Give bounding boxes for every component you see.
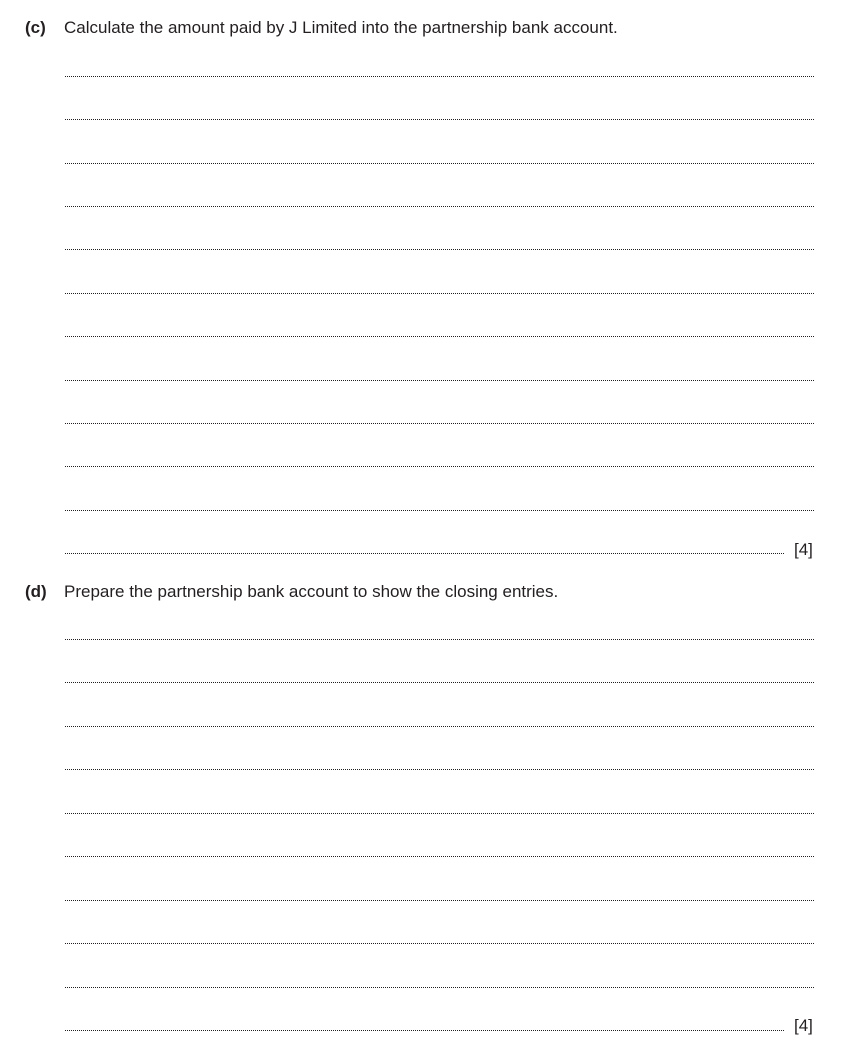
question-d-answer-line[interactable] [65, 987, 814, 988]
question-c-answer-line[interactable] [65, 163, 814, 164]
question-d-label: (d) [25, 582, 47, 601]
question-d-answer-line[interactable] [65, 769, 814, 770]
question-c-answer-line[interactable] [65, 206, 814, 207]
question-c-answer-line[interactable] [65, 510, 814, 511]
marks-c: [4] [794, 540, 813, 559]
question-d-heading [25, 580, 558, 604]
question-d-answer-line[interactable] [65, 726, 814, 727]
question-c-answer-line[interactable] [65, 119, 814, 120]
question-c-answer-line[interactable] [65, 466, 814, 467]
question-d-answer-line[interactable] [65, 639, 814, 640]
question-c-answer-line[interactable] [65, 249, 814, 250]
question-d-answer-line[interactable] [65, 943, 814, 944]
question-d-answer-line[interactable] [65, 1030, 784, 1031]
question-c-heading [25, 16, 618, 40]
question-d-answer-line[interactable] [65, 900, 814, 901]
marks-d: [4] [794, 1016, 813, 1035]
question-c-label: (c) [25, 18, 46, 37]
question-d-answer-line[interactable] [65, 856, 814, 857]
question-c-answer-line[interactable] [65, 423, 814, 424]
question-c-answer-line[interactable] [65, 76, 814, 77]
question-c-prompt: Calculate the amount paid by J Limited into the partnership bank account. [64, 18, 618, 37]
question-c-answer-line[interactable] [65, 380, 814, 381]
question-c-answer-line[interactable] [65, 293, 814, 294]
question-d-prompt: Prepare the partnership bank account to show the closing entries. [64, 582, 559, 601]
question-c-answer-line[interactable] [65, 553, 784, 554]
question-d-answer-line[interactable] [65, 682, 814, 683]
question-c-answer-line[interactable] [65, 336, 814, 337]
question-d-answer-line[interactable] [65, 813, 814, 814]
